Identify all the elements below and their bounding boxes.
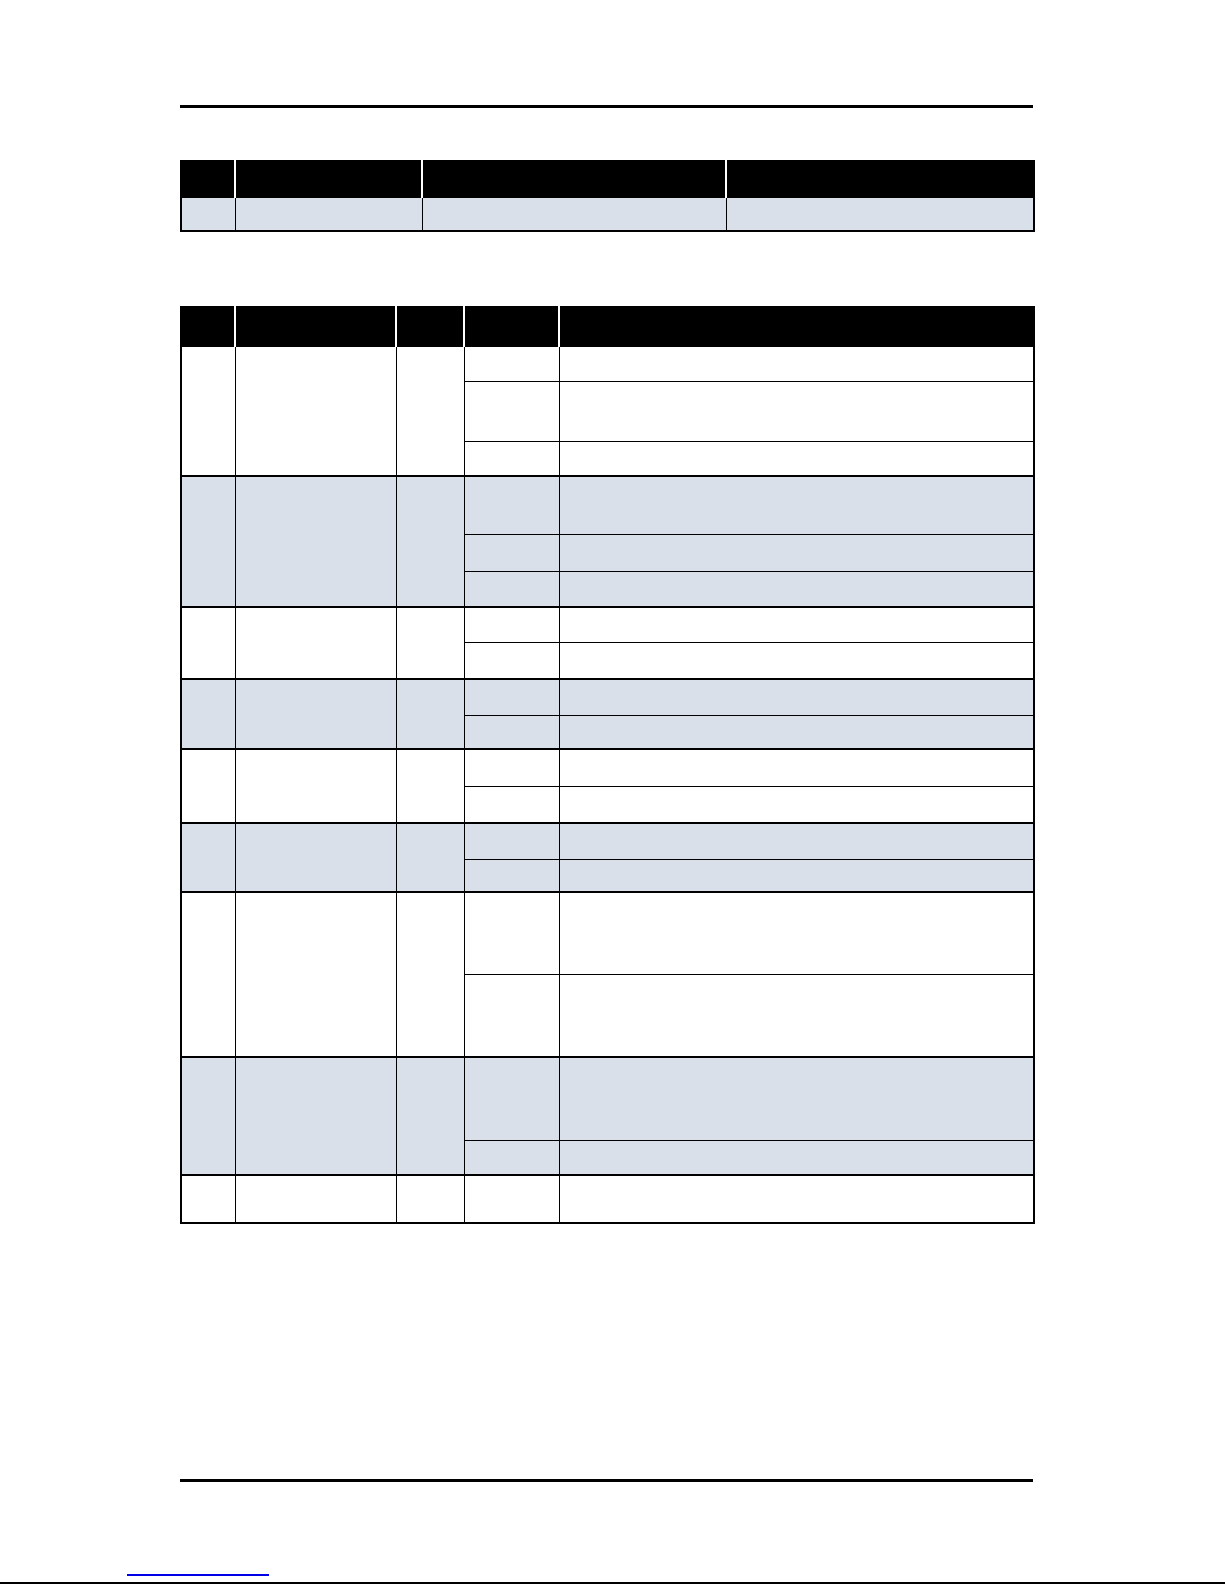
top-rule bbox=[180, 105, 1033, 108]
table-cell bbox=[559, 1057, 1034, 1140]
table-cell bbox=[396, 1175, 464, 1223]
table-row bbox=[181, 476, 1034, 534]
column-header bbox=[235, 307, 396, 346]
page-bottom-line bbox=[0, 1582, 1225, 1584]
table-row bbox=[181, 346, 1034, 381]
header-row bbox=[181, 161, 1034, 197]
table-cell bbox=[559, 642, 1034, 679]
column-header bbox=[559, 307, 1034, 346]
header-row bbox=[181, 307, 1034, 346]
main-table bbox=[180, 306, 1035, 1224]
table-cell bbox=[559, 1140, 1034, 1175]
table-cell bbox=[464, 749, 559, 786]
table-cell bbox=[464, 534, 559, 571]
table-cell bbox=[464, 859, 559, 892]
table-row bbox=[181, 1057, 1034, 1140]
table-cell bbox=[181, 749, 235, 823]
table-cell bbox=[464, 607, 559, 642]
table-row bbox=[181, 679, 1034, 715]
table-cell bbox=[559, 786, 1034, 823]
table-cell bbox=[464, 1057, 559, 1140]
table-cell bbox=[464, 381, 559, 441]
table-cell bbox=[235, 679, 396, 749]
table-cell bbox=[181, 607, 235, 679]
table-cell bbox=[396, 607, 464, 679]
table-cell bbox=[235, 197, 422, 231]
table-cell bbox=[559, 534, 1034, 571]
table-cell bbox=[726, 197, 1034, 231]
table-cell bbox=[396, 346, 464, 476]
table-cell bbox=[235, 823, 396, 892]
column-header bbox=[235, 161, 422, 197]
table-cell bbox=[464, 974, 559, 1057]
table-cell bbox=[559, 679, 1034, 715]
table-cell bbox=[559, 974, 1034, 1057]
table-cell bbox=[559, 441, 1034, 476]
column-header bbox=[396, 307, 464, 346]
table-cell bbox=[181, 1175, 235, 1223]
table-row bbox=[181, 892, 1034, 974]
column-header bbox=[464, 307, 559, 346]
table-cell bbox=[235, 749, 396, 823]
top-table bbox=[180, 160, 1035, 232]
table-cell bbox=[559, 381, 1034, 441]
column-header bbox=[181, 307, 235, 346]
table-cell bbox=[559, 715, 1034, 749]
table-cell bbox=[422, 197, 726, 231]
table-row bbox=[181, 197, 1034, 231]
table-cell bbox=[559, 823, 1034, 859]
table-cell bbox=[181, 1057, 235, 1175]
table-cell bbox=[464, 571, 559, 607]
table-cell bbox=[235, 607, 396, 679]
table-cell bbox=[559, 859, 1034, 892]
table-cell bbox=[559, 571, 1034, 607]
table-cell bbox=[464, 642, 559, 679]
column-header bbox=[726, 161, 1034, 197]
table-cell bbox=[396, 749, 464, 823]
table-cell bbox=[464, 476, 559, 534]
table-row bbox=[181, 823, 1034, 859]
table-cell bbox=[464, 1140, 559, 1175]
column-header bbox=[422, 161, 726, 197]
table-cell bbox=[181, 197, 235, 231]
table-cell bbox=[559, 892, 1034, 974]
table-cell bbox=[181, 679, 235, 749]
table-cell bbox=[181, 476, 235, 607]
footer-link[interactable] bbox=[127, 1562, 269, 1576]
table-cell bbox=[396, 679, 464, 749]
bottom-rule bbox=[180, 1479, 1033, 1482]
table-cell bbox=[464, 441, 559, 476]
table-cell bbox=[396, 823, 464, 892]
table-cell bbox=[235, 1057, 396, 1175]
table-cell bbox=[464, 679, 559, 715]
table-cell bbox=[464, 1175, 559, 1223]
table-cell bbox=[396, 476, 464, 607]
table-cell bbox=[396, 892, 464, 1057]
table-cell bbox=[559, 1175, 1034, 1223]
table-cell bbox=[235, 1175, 396, 1223]
table-cell bbox=[464, 892, 559, 974]
table-cell bbox=[464, 346, 559, 381]
table-cell bbox=[181, 346, 235, 476]
table-cell bbox=[235, 346, 396, 476]
table-cell bbox=[559, 749, 1034, 786]
table-cell bbox=[559, 476, 1034, 534]
table-cell bbox=[464, 823, 559, 859]
column-header bbox=[181, 161, 235, 197]
table-cell bbox=[181, 823, 235, 892]
table-row bbox=[181, 1175, 1034, 1223]
table-cell bbox=[235, 892, 396, 1057]
table-row bbox=[181, 607, 1034, 642]
table-row bbox=[181, 749, 1034, 786]
table-cell bbox=[396, 1057, 464, 1175]
table-cell bbox=[464, 786, 559, 823]
table-cell bbox=[235, 476, 396, 607]
table-cell bbox=[559, 346, 1034, 381]
table-cell bbox=[464, 715, 559, 749]
table-cell bbox=[559, 607, 1034, 642]
table-cell bbox=[181, 892, 235, 1057]
